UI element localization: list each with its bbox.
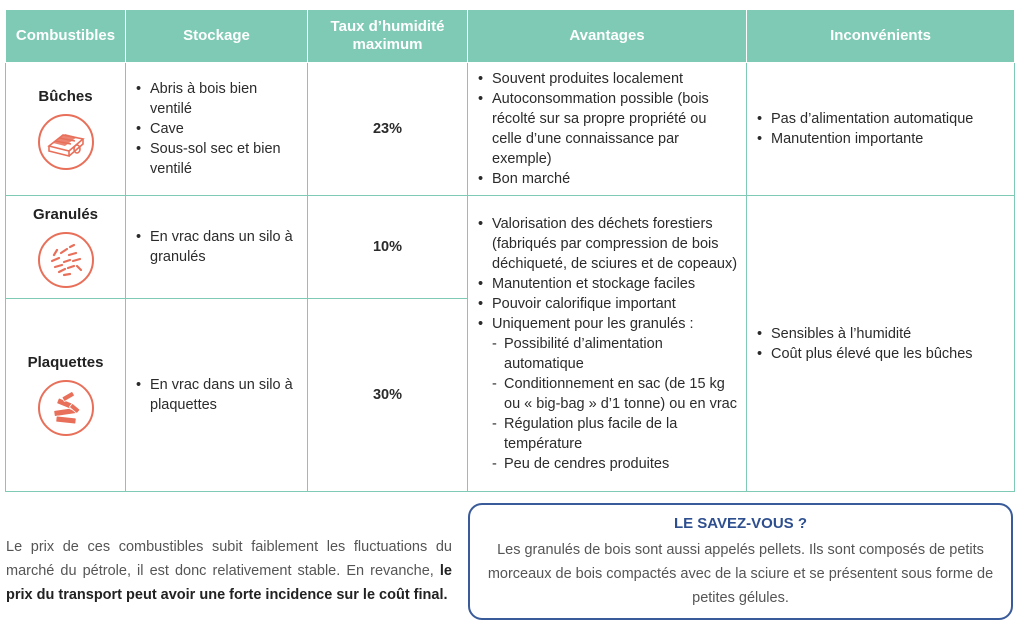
drawback-item: • Pas d’alimentation automatique: [755, 109, 1006, 129]
col-header-humidity: Taux d’humidité maximum: [308, 10, 468, 63]
storage-cell-plaquettes: [126, 299, 308, 492]
callout-body: Les granulés de bois sont aussi appelés pellets. Ils sont composés de petits morceaux de bois compactés avec de la sciure et se présentent sous forme de petites gélules.: [487, 542, 994, 606]
sub-advantage-item: - Possibilité d’alimentation automatique: [492, 334, 738, 374]
fuel-name-granules: Granulés: [32, 206, 99, 223]
col-header-advantages: Avantages: [468, 10, 747, 63]
humidity-buches: 23%: [308, 63, 468, 196]
advantages-cell-buches: [468, 63, 747, 196]
advantage-item: • Bon marché: [476, 169, 738, 189]
sub-advantage-item: - Régulation plus facile de la température: [492, 414, 738, 454]
fuel-cell-plaquettes: [6, 299, 126, 492]
advantage-item-label: Uniquement pour les granulés :: [492, 315, 694, 332]
did-you-know-callout: [468, 503, 1013, 620]
storage-item: • En vrac dans un silo à granulés: [134, 227, 299, 267]
callout-title: LE SAVEZ-VOUS ?: [673, 515, 808, 532]
intro-bold-text: le prix du transport peut avoir une forte incidence sur le coût final.: [6, 562, 452, 603]
advantage-item: [476, 314, 738, 474]
fuel-name-plaquettes: Plaquettes: [27, 354, 104, 371]
advantage-item: • Valorisation des déchets forestiers (fabriqués par compression de bois déchiqueté, de sciures et de copeaux): [476, 214, 738, 274]
logs-icon: [37, 113, 95, 171]
advantage-item: • Manutention et stockage faciles: [476, 274, 738, 294]
fuel-comparison-table: [5, 9, 1015, 492]
sub-advantage-item: - Peu de cendres produites: [492, 454, 738, 474]
fuel-name-buches: Bûches: [38, 88, 93, 105]
col-header-drawbacks: Inconvénients: [747, 10, 1015, 63]
storage-item: • Sous-sol sec et bien ventilé: [134, 139, 299, 179]
table-header-row: [6, 10, 1015, 63]
fuel-cell-buches: [6, 63, 126, 196]
wood-chips-icon: [37, 379, 95, 437]
col-header-storage: Stockage: [126, 10, 308, 63]
advantage-item: • Autoconsommation possible (bois récolté sur sa propre propriété ou celle d’une connaissance par exemple): [476, 89, 738, 169]
drawbacks-cell-buches: [747, 63, 1015, 196]
col-header-fuel: Combustibles: [6, 10, 126, 63]
advantages-cell-shared: [468, 196, 747, 492]
drawback-item: • Coût plus élevé que les bûches: [755, 344, 1006, 364]
table-row-buches: [6, 63, 1015, 196]
sub-advantage-item: - Conditionnement en sac (de 15 kg ou « big-bag » d’1 tonne) ou en vrac: [492, 374, 738, 414]
intro-text: Le prix de ces combustibles subit faiblement les fluctuations du marché du pétrole, il est donc relativement stable. En revanche,: [6, 538, 452, 579]
drawbacks-cell-shared: [747, 196, 1015, 492]
humidity-plaquettes: 30%: [308, 299, 468, 492]
storage-item: • En vrac dans un silo à plaquettes: [134, 375, 299, 415]
drawback-item: • Sensibles à l’humidité: [755, 324, 1006, 344]
advantage-item: • Souvent produites localement: [476, 69, 738, 89]
fuel-cell-granules: [6, 196, 126, 299]
advantage-item: • Pouvoir calorifique important: [476, 294, 738, 314]
drawback-item: • Manutention importante: [755, 129, 1006, 149]
pellet-sub-list: [492, 334, 738, 474]
humidity-granules: 10%: [308, 196, 468, 299]
storage-item: • Cave: [134, 119, 299, 139]
pellets-icon: [37, 231, 95, 289]
table-row-granules: [6, 196, 1015, 299]
storage-cell-buches: [126, 63, 308, 196]
storage-item: • Abris à bois bien ventilé: [134, 79, 299, 119]
intro-paragraph: [6, 535, 452, 607]
storage-cell-granules: [126, 196, 308, 299]
